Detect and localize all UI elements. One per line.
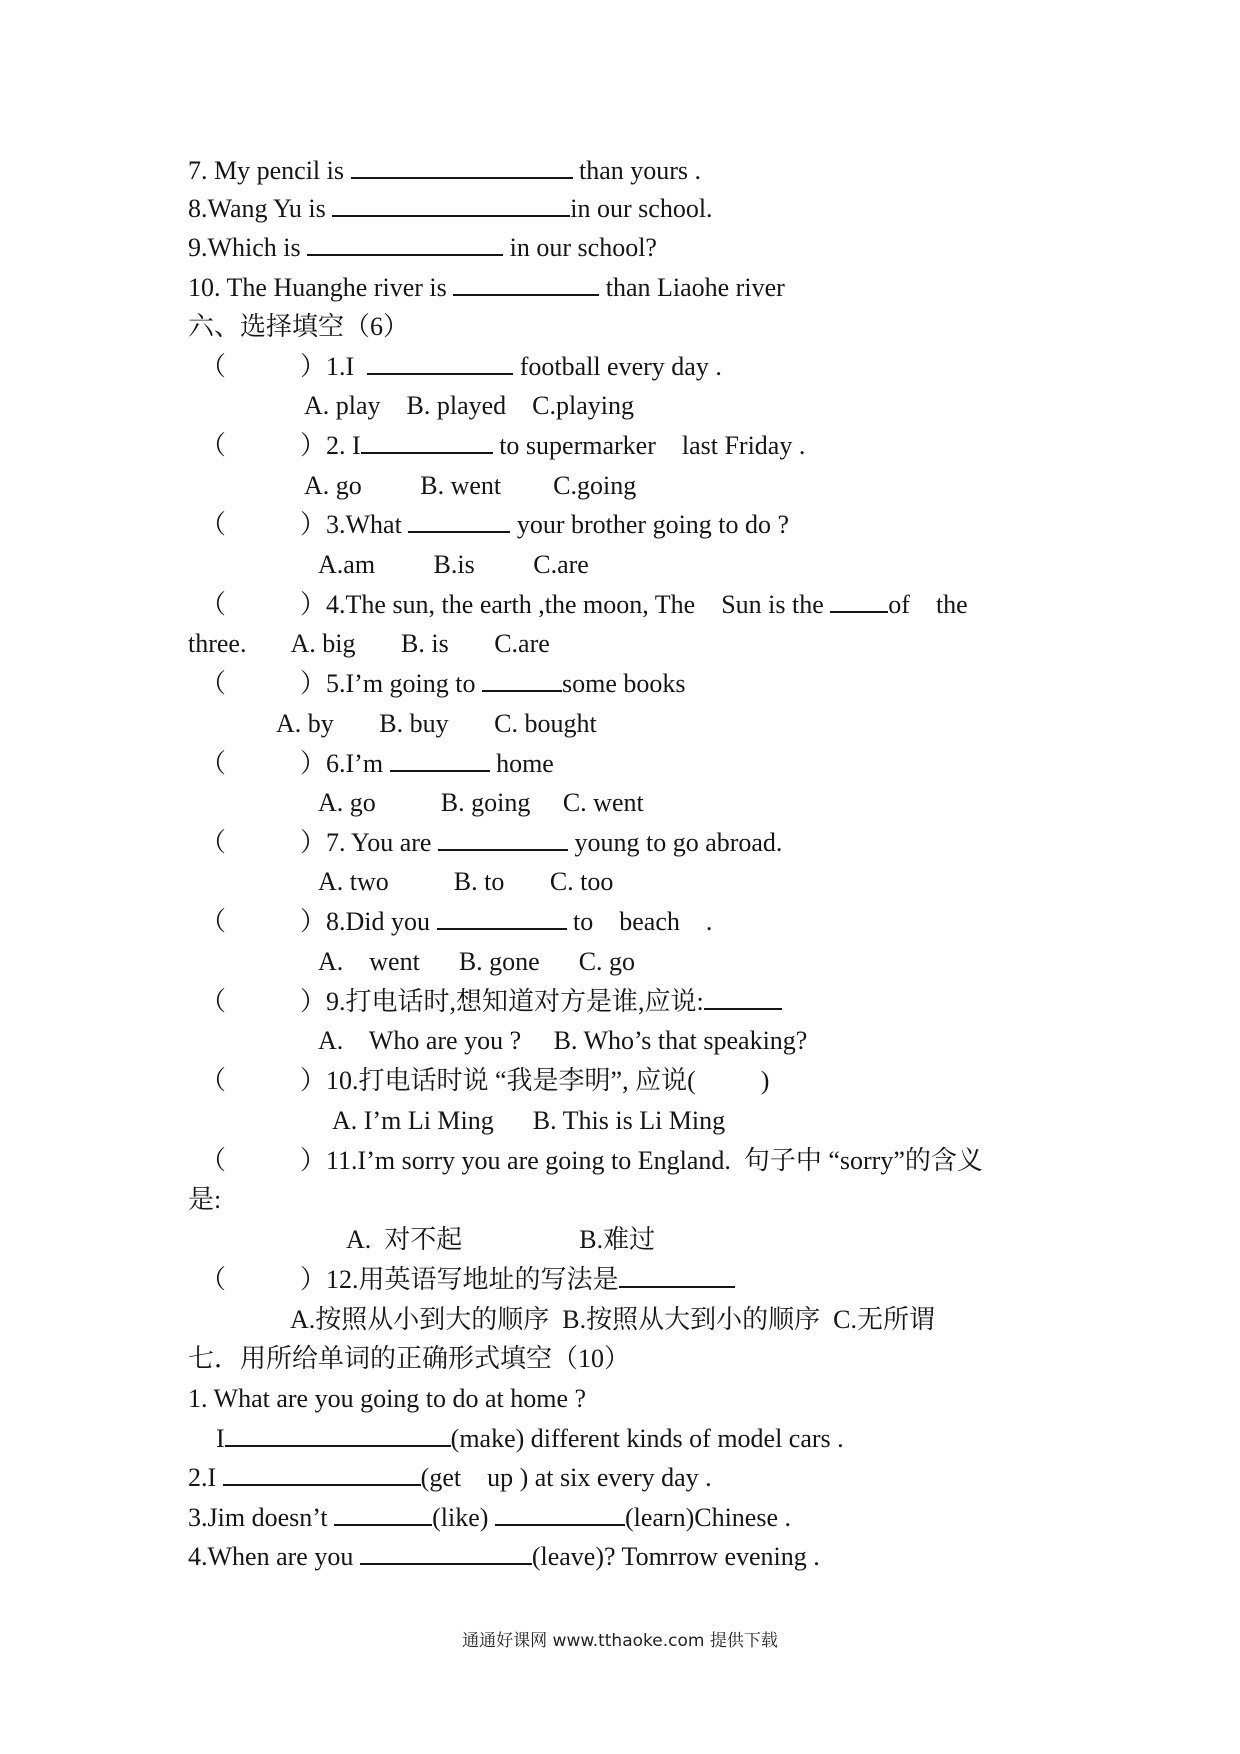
mc-question-4: （ ）4.The sun, the earth ,the moon, The Sun is the of the [200, 590, 968, 619]
mc-question-7: （ ）7. You are young to go abroad. [200, 828, 783, 857]
section7-title: 七．用所给单词的正确形式填空（10） [188, 1344, 631, 1373]
mc-question-11: （ ）11.I’m sorry you are going to England. 句子中 “sorry”的含义 [200, 1146, 983, 1175]
answer-blank[interactable] [438, 827, 568, 851]
mc-options-3: A.am B.is C.are [318, 550, 589, 579]
mc-question-12: （ ）12.用英语写地址的写法是 [200, 1264, 735, 1296]
fill-item-9: 9.Which is in our school? [188, 233, 657, 262]
mc-question-3: （ ）3.What your brother going to do ? [200, 510, 790, 539]
answer-blank[interactable] [334, 1502, 432, 1526]
word-form-item-1: I (make) different kinds of model cars . [216, 1424, 844, 1453]
answer-blank[interactable] [225, 1423, 451, 1447]
answer-blank[interactable] [360, 1541, 532, 1565]
mc-question-6: （ ）6.I’m home [200, 749, 554, 778]
answer-blank[interactable] [223, 1462, 421, 1486]
mc-options-5: A. by B. buy C. bought [276, 709, 597, 738]
answer-blank[interactable] [619, 1264, 735, 1288]
answer-blank[interactable] [495, 1502, 625, 1526]
mc-options-10: A. I’m Li Ming B. This is Li Ming [332, 1106, 726, 1135]
mc-question-5: （ ）5.I’m going to some books [200, 669, 686, 698]
word-form-item-4: 4.When are you (leave)? Tomrrow evening . [188, 1542, 820, 1571]
answer-blank[interactable] [367, 351, 513, 375]
page-footer: 通通好课网 www.tthaoke.com 提供下载 [462, 1631, 778, 1651]
fill-item-7: 7. My pencil is than yours . [188, 156, 702, 185]
mc-options-6: A. go B. going C. went [318, 788, 644, 817]
answer-blank[interactable] [704, 986, 782, 1010]
word-form-item-3: 3.Jim doesn’t (like) (learn)Chinese . [188, 1503, 791, 1532]
mc-question-9: （ ）9.打电话时,想知道对方是谁,应说: [200, 986, 782, 1018]
mc-options-2: A. go B. went C.going [304, 471, 637, 500]
mc-question-1: （ ）1.I football every day . [200, 352, 722, 381]
word-form-item-2: 2.I (get up ) at six every day . [188, 1463, 712, 1492]
answer-blank[interactable] [453, 272, 599, 296]
mc-question-2: （ ）2. I to supermarker last Friday . [200, 431, 806, 460]
answer-blank[interactable] [482, 668, 562, 692]
mc-options-7: A. two B. to C. too [318, 867, 614, 896]
answer-blank[interactable] [390, 748, 490, 772]
mc-question-4-cont: three. A. big B. is C.are [188, 629, 550, 658]
mc-question-8: （ ）8.Did you to beach . [200, 907, 713, 936]
answer-blank[interactable] [408, 509, 510, 533]
mc-options-9: A. Who are you ? B. Who’s that speaking? [318, 1026, 808, 1055]
answer-blank[interactable] [361, 430, 493, 454]
answer-blank[interactable] [332, 193, 570, 217]
mc-options-1: A. play B. played C.playing [304, 391, 635, 420]
word-form-item-1-question: 1. What are you going to do at home ? [188, 1384, 587, 1413]
mc-question-11-cont: 是: [188, 1185, 222, 1214]
answer-paren-open[interactable]: （ [200, 352, 227, 381]
answer-blank[interactable] [437, 906, 567, 930]
answer-blank[interactable] [351, 155, 573, 179]
fill-item-8: 8.Wang Yu is in our school. [188, 194, 713, 223]
section6-title: 六、选择填空（6） [188, 312, 410, 341]
answer-blank[interactable] [830, 589, 888, 613]
fill-item-10: 10. The Huanghe river is than Liaohe river [188, 273, 785, 302]
mc-options-12: A.按照从小到大的顺序 B.按照从大到小的顺序 C.无所谓 [290, 1305, 935, 1334]
mc-options-11: A. 对不起 B.难过 [346, 1225, 656, 1254]
mc-options-8: A. went B. gone C. go [318, 947, 636, 976]
answer-blank[interactable] [307, 232, 503, 256]
mc-question-10: （ ）10.打电话时说 “我是李明”, 应说( ) [200, 1066, 770, 1095]
